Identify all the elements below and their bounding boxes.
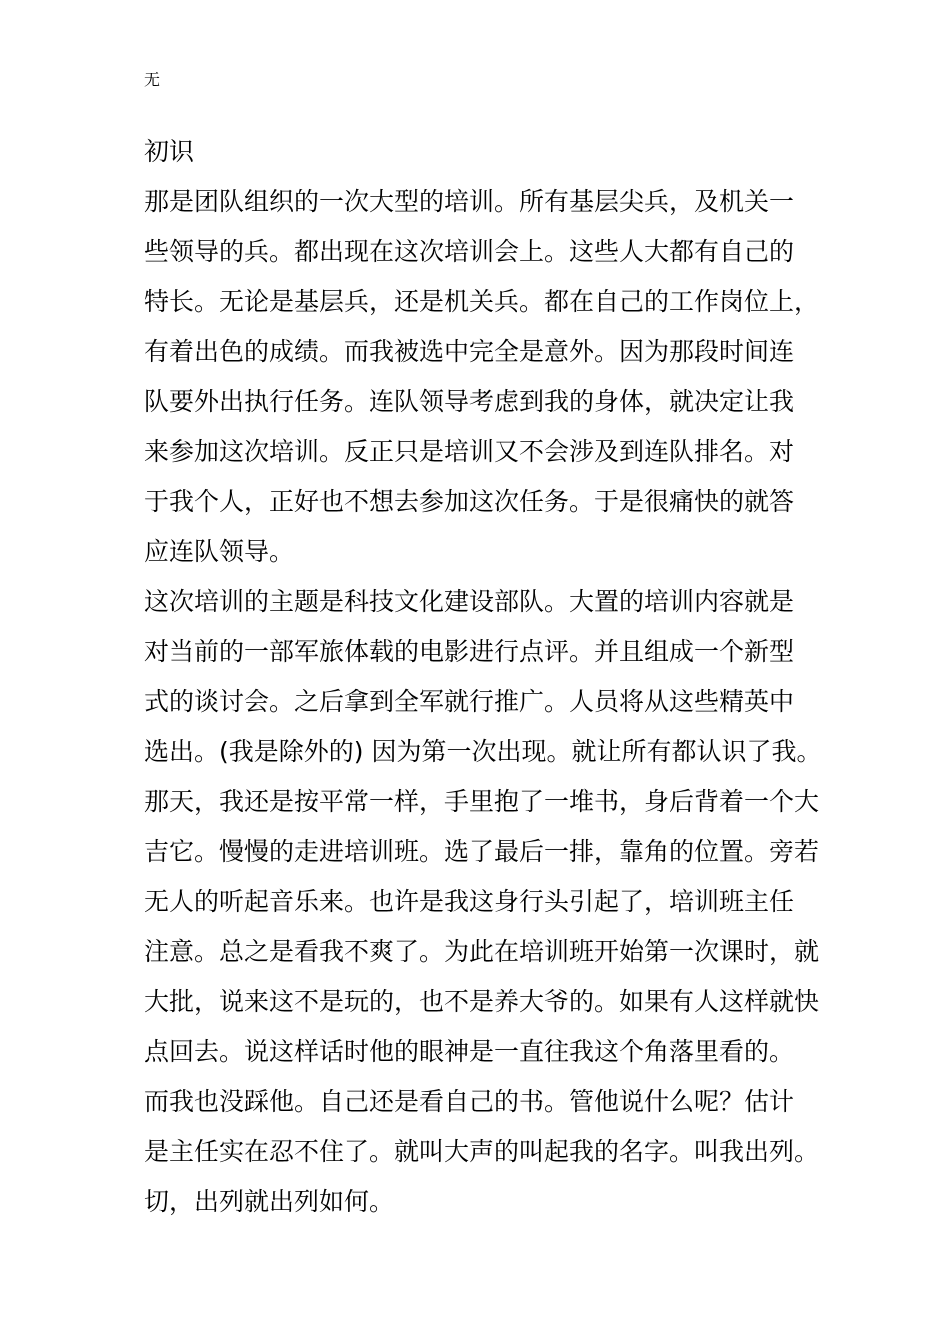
text-line: 点回去。说这样话时他的眼神是一直往我这个角落里看的。 [144, 1037, 795, 1066]
text-line: 于我个人，正好也不想去参加这次任务。于是很痛快的就答 [144, 487, 795, 516]
header-mark: 无 [144, 70, 161, 89]
text-line: 无人的听起音乐来。也许是我这身行头引起了，培训班主任 [144, 887, 795, 916]
text-line: 切，出列就出列如何。 [144, 1187, 395, 1216]
chapter-title: 初识 [144, 137, 195, 166]
text-line: 有着出色的成绩。而我被选中完全是意外。因为那段时间连 [144, 337, 795, 366]
text-line: 对当前的一部军旅体载的电影进行点评。并且组成一个新型 [144, 637, 795, 666]
text-line: 这次培训的主题是科技文化建设部队。大置的培训内容就是 [144, 587, 795, 616]
text-line: 那是团队组织的一次大型的培训。所有基层尖兵，及机关一 [144, 187, 795, 216]
body-text [144, 183, 824, 1233]
text-line: 而我也没踩他。自己还是看自己的书。管他说什么呢？估计 [144, 1087, 795, 1116]
text-line: 大批，说来这不是玩的，也不是养大爷的。如果有人这样就快 [144, 987, 820, 1016]
text-line: 应连队领导。 [144, 537, 295, 566]
text-line: 来参加这次培训。反正只是培训又不会涉及到连队排名。对 [144, 437, 795, 466]
text-line: 注意。总之是看我不爽了。为此在培训班开始第一次课时，就 [144, 937, 820, 966]
text-line: 队要外出执行任务。连队领导考虑到我的身体，就决定让我 [144, 387, 795, 416]
text-line: 是主任实在忍不住了。就叫大声的叫起我的名字。叫我出列。 [144, 1137, 820, 1166]
text-line: 些领导的兵。都出现在这次培训会上。这些人大都有自己的 [144, 237, 795, 266]
text-line: 选出。(我是除外的) 因为第一次出现。就让所有都认识了我。 [144, 737, 822, 766]
text-line: 式的谈讨会。之后拿到全军就行推广。人员将从这些精英中 [144, 687, 795, 716]
text-line: 特长。无论是基层兵，还是机关兵。都在自己的工作岗位上， [144, 287, 820, 316]
text-line: 吉它。慢慢的走进培训班。选了最后一排，靠角的位置。旁若 [144, 837, 820, 866]
text-line: 那天，我还是按平常一样，手里抱了一堆书，身后背着一个大 [144, 787, 820, 816]
